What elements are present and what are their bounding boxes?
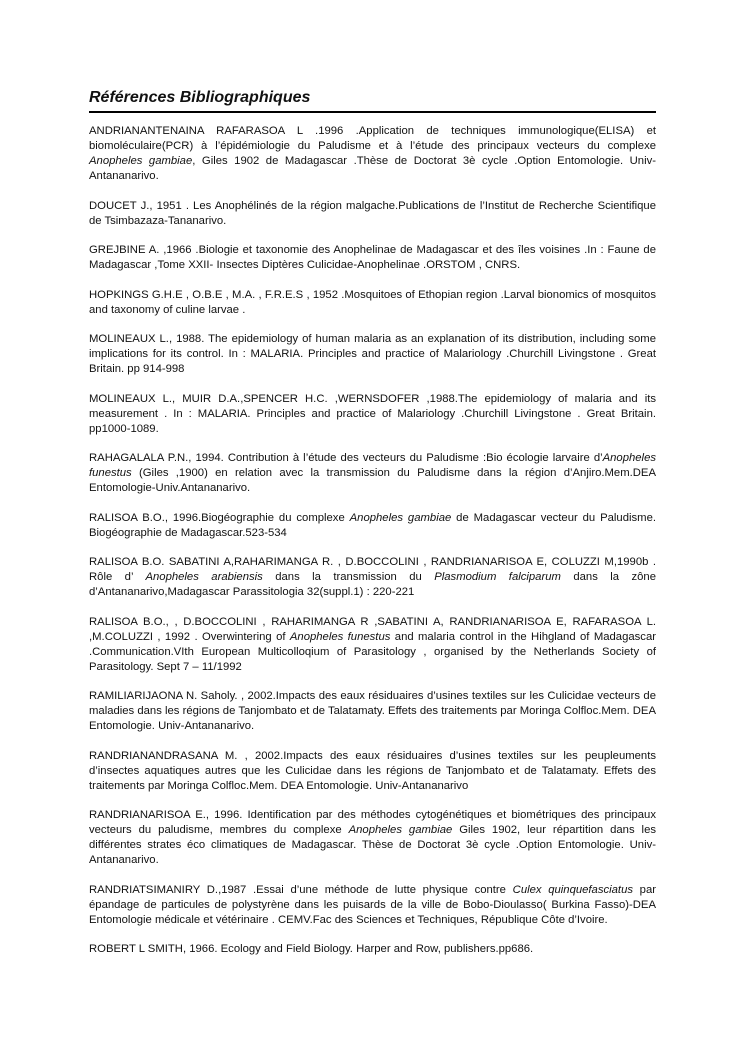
reference-text: RALISOA B.O. SABATINI A,RAHARIMANGA R. , D.BOCCOLINI , RANDRIANARISOA E, COLUZZI M,1990b . Rôle d’ — [89, 556, 656, 583]
reference-text: GREJBINE A. ,1966 .Biologie et taxonomie des Anophelinae de Madagascar et des îles voisines .In : Faune de Madagascar ,Tome XXII- Insectes Diptères Culicidae-Anophelinae .ORSTOM , CNRS. — [89, 244, 656, 271]
reference-text: MOLINEAUX L., MUIR D.A.,SPENCER H.C. ,WERNSDOFER ,1988.The epidemiology of malaria and its measurement . In : MALARIA. Principles and practice of Malariology .Churchill Livingstone . Great Britain. pp1000-1089. — [89, 392, 656, 435]
reference-text: DOUCET J., 1951 . Les Anophélinés de la région malgache.Publications de l’Institut de Recherche Scientifique de Tsimbazaza-Tananarivo. — [89, 199, 656, 227]
reference-entry — [89, 689, 656, 734]
reference-text: RALISOA B.O., 1996.Biogéographie du complexe — [89, 511, 350, 524]
reference-text: RANDRIANARISOA E., 1996. Identification par des méthodes cytogénétiques et biométriques des principaux vecteurs du paludisme, membres du complexe — [89, 809, 656, 836]
reference-entry — [89, 332, 656, 377]
reference-text: and malaria control in the Hihgland of Madagascar .Communication.VIth European Multicolloqium of Parasitology , organised by the Netherlands Society of Parasitology. Sept 7 – 11/1992 — [89, 630, 656, 673]
reference-text: HOPKINGS G.H.E , O.B.E , M.A. , F.R.E.S , 1952 .Mosquitoes of Ethopian region .Larval bionomics of mosquitos and taxonomy of culine larvae . — [89, 288, 656, 316]
reference-text: par épandage de particules de polystyrène dans les puisards de la ville de Bobo-Dioulasso( Burkina Fasso)-DEA Entomologie médicale et vétérinaire . CEMV.Fac des Sciences et Techniques, République Côte d’Ivoire. — [89, 883, 657, 926]
reference-entry — [89, 883, 656, 928]
reference-text: de Madagascar vecteur du Paludisme. Biogéographie de Madagascar.523-534 — [89, 511, 656, 539]
reference-species-name: Plasmodium falciparum — [434, 571, 561, 583]
reference-text: RAHAGALALA P.N., 1994. Contribution à l’étude des vecteurs du Paludisme :Bio écologie larvaire d’ — [89, 452, 603, 464]
reference-entry — [89, 392, 656, 437]
reference-entry — [89, 451, 656, 496]
reference-text: dans la transmission du — [262, 571, 435, 583]
reference-entry — [89, 199, 656, 229]
reference-entry — [89, 555, 656, 600]
reference-species-name: Anopheles gambiae — [349, 511, 452, 524]
reference-entry — [89, 511, 656, 541]
reference-text: dans la zône d’Antananarivo,Madagascar Parassitologia 32(suppl.1) : 220-221 — [89, 571, 656, 598]
reference-entry — [89, 749, 656, 794]
reference-text: Giles 1902, leur répartition dans les différentes strates éco climatiques de Madagascar. Thèse de Doctorat 3è cycle .Option Entomologie. Univ- Antananarivo. — [89, 824, 656, 866]
reference-entry — [89, 615, 656, 675]
reference-text: MOLINEAUX L., 1988. The epidemiology of human malaria as an explanation of its distribution, including some implications for its control. In : MALARIA. Principles and practice of Malariology .Churchill Livingstone . Great Britain. pp 914-998 — [89, 333, 656, 375]
reference-species-name: Anopheles funestus — [289, 630, 391, 643]
reference-text: ROBERT L SMITH, 1966. Ecology and Field Biology. Harper and Row, publishers.pp686. — [89, 943, 534, 955]
reference-text: RANDRIATSIMANIRY D.,1987 .Essai d’une méthode de lutte physique contre — [89, 883, 513, 896]
reference-species-name: Anopheles funestus — [89, 452, 656, 479]
reference-entry — [89, 243, 656, 273]
reference-entry — [89, 124, 656, 184]
reference-species-name: Anopheles gambiae — [89, 155, 193, 167]
bibliography-page — [89, 88, 656, 972]
reference-text: ANDRIANANTENAINA RAFARASOA L .1996 .Application de techniques immunologique(ELISA) et biomoléculaire(PCR) à l’épidémiologie du Paludisme et à l’étude des principaux vecteurs du complexe — [89, 125, 656, 152]
reference-text: RANDRIANANDRASANA M. , 2002.Impacts des eaux résiduaires d’usines textiles sur les peupleuments d’insectes aquatiques autres que les Culicidae dans les régions de Tanjombato et de Talatamaty. Effets des traitements par Moringa Colfloc.Mem. DEA Entomologie. Univ-Antananarivo — [89, 749, 656, 792]
reference-entry — [89, 942, 656, 957]
reference-text: (Giles ,1900) en relation avec la transmission du Paludisme dans la région d’Anjiro.Mem.DEA Entomologie-Univ.Antananarivo. — [89, 467, 656, 494]
reference-text: , Giles 1902 de Madagascar .Thèse de Doctorat 3è cycle .Option Entomologie. Univ- Antananarivo. — [89, 155, 656, 182]
reference-species-name: Culex quinquefasciatus — [512, 883, 633, 896]
reference-species-name: Anopheles gambiae — [348, 824, 453, 836]
reference-entry — [89, 288, 656, 318]
reference-text: RAMILIARIJAONA N. Saholy. , 2002.Impacts des eaux résiduaires d’usines textiles sur les Culicidae vecteurs de maladies dans les régions de Tanjombato et de Talatamaty. Effets des traitements par Moringa Colfloc.Mem. DEA Entomologie. Univ-Antananarivo. — [89, 690, 656, 732]
reference-species-name: Anopheles arabiensis — [145, 571, 263, 583]
page-title: Références Bibliographiques — [89, 88, 656, 113]
reference-list — [89, 124, 656, 957]
reference-text: RALISOA B.O., , D.BOCCOLINI , RAHARIMANGA R ,SABATINI A, RANDRIANARISOA E, RAFARASOA L. ,M.COLUZZI , 1992 . Overwintering of — [89, 615, 656, 643]
reference-entry — [89, 808, 656, 868]
